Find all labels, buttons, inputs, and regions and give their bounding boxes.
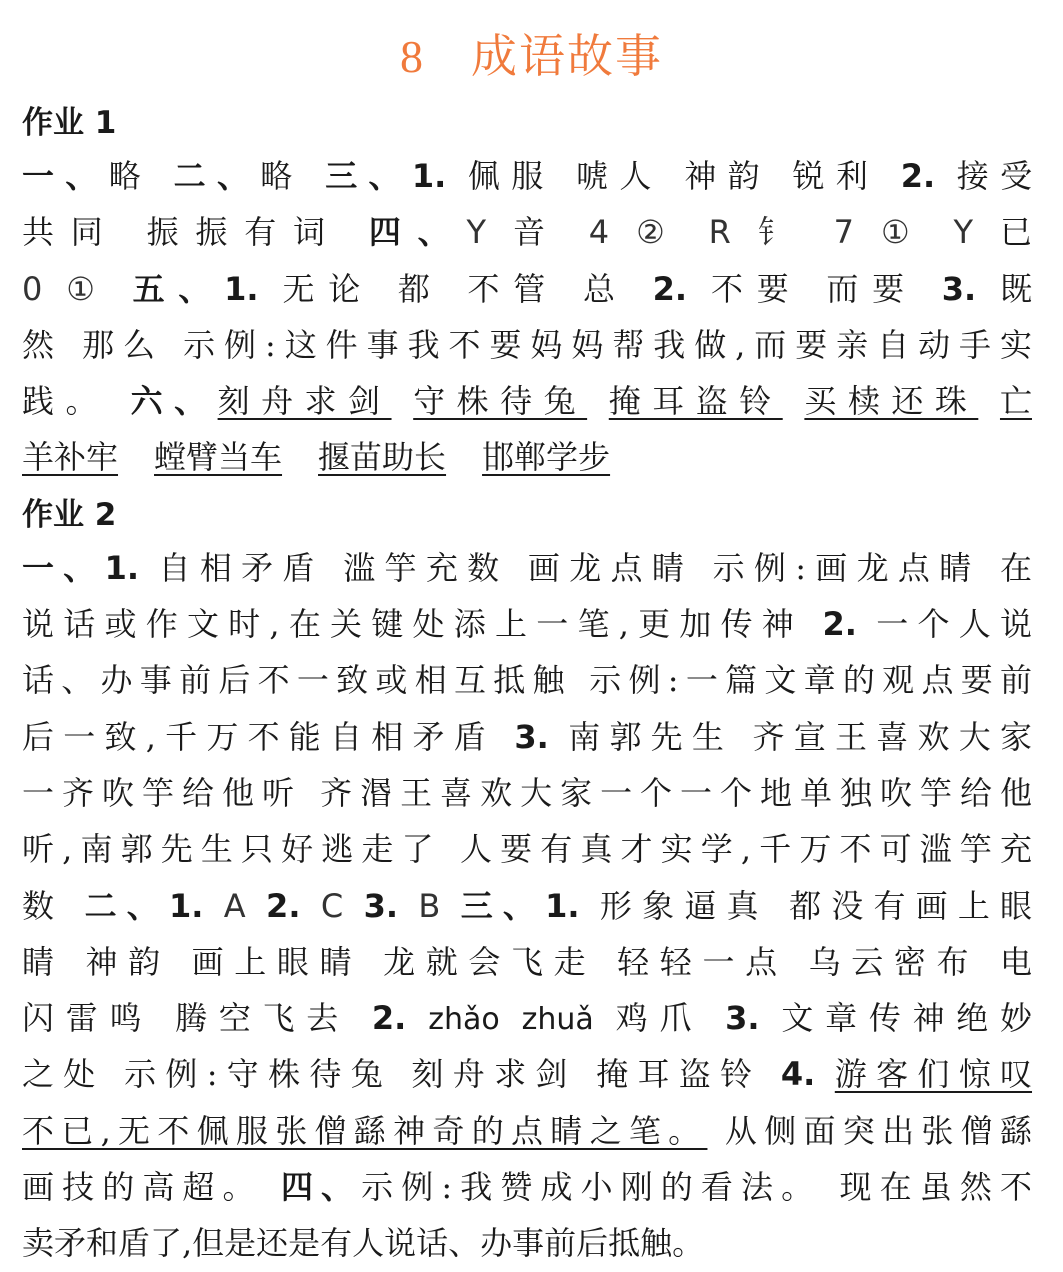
- hw2-line-5: 一齐吹竽给他听 齐湣王喜欢大家一个一个地单独吹竽给他: [22, 773, 1032, 812]
- hw2-line-11: 不已,无不佩服张僧繇神奇的点睛之笔。 从侧面突出张僧繇: [22, 1111, 1032, 1150]
- idiom-answer: 揠苗助长: [318, 438, 447, 477]
- hw2-line-2: 说话或作文时,在关键处添上一笔,更加传神 2. 一个人说: [22, 605, 1032, 644]
- homework-2-heading: 作业 2: [22, 496, 117, 533]
- idiom-answer: 邯郸学步: [482, 438, 611, 477]
- hw1-line-2: 共同 振振有词 四、Y 音 4 ② R 钅 7 ① Y 已: [22, 213, 1032, 252]
- hw1-line-1: 一、略 二、略 三、1. 佩服 唬人 神韵 锐利 2. 接受: [22, 157, 1033, 195]
- idiom-answer: 掩耳盗铃: [608, 382, 783, 421]
- idiom-answer: 买椟还珠: [804, 382, 979, 421]
- idiom-answer: 守株待兔: [413, 382, 588, 421]
- hw1-line-3: 0 ① 五、1. 无论 都 不管 总 2. 不要 而要 3. 既: [22, 269, 1033, 308]
- underlined-sentence: 不已,无不佩服张僧繇神奇的点睛之笔。: [22, 1111, 708, 1150]
- hw2-line-8: 睛 神韵 画上眼睛 龙就会飞走 轻轻一点 乌云密布 电: [22, 942, 1033, 981]
- homework-1-heading: 作业 1: [22, 105, 117, 141]
- hw1-line-4: 然 那么 示例:这件事我不要妈妈帮我做,而要亲自动手实: [22, 325, 1032, 364]
- hw1-line-5: 践。 六、刻舟求剑 守株待兔 掩耳盗铃 买椟还珠 亡: [22, 382, 1032, 421]
- hw1-line-6: [22, 429, 1032, 485]
- idiom-answer: 螳臂当车: [154, 438, 283, 477]
- idiom-answer: 亡: [999, 382, 1032, 421]
- chapter-number: 8: [400, 31, 425, 82]
- answer-content: [22, 98, 1032, 1272]
- hw2-line-3: 话、办事前后不一致或相互抵触 示例:一篇文章的观点要前: [22, 661, 1032, 700]
- hw2-line-12: 画技的高超。 四、示例:我赞成小刚的看法。 现在虽然不: [22, 1168, 1032, 1207]
- hw2-line-9: 闪雷鸣 腾空飞去 2. zhǎo zhuǎ 鸡爪 3. 文章传神绝妙: [22, 999, 1033, 1038]
- page-title: [0, 26, 1063, 87]
- hw2-line-13: 卖矛和盾了,但是还是有人说话、办事前后抵触。: [22, 1224, 705, 1263]
- hw2-line-6: 听,南郭先生只好逃走了 人要有真才实学,千万不可滥竽充: [22, 830, 1032, 869]
- hw2-line-1: 一、1. 自相矛盾 滥竽充数 画龙点睛 示例:画龙点睛 在: [22, 548, 1033, 587]
- chapter-title: 成语故事: [471, 29, 663, 83]
- hw2-line-7: 数 二、1. A 2. C 3. B 三、1. 形象逼真 都没有画上眼: [22, 886, 1033, 925]
- idiom-answer: 羊补牢: [22, 438, 119, 477]
- idiom-answer: 刻舟求剑: [217, 382, 392, 421]
- hw2-line-4: 后一致,千万不能自相矛盾 3. 南郭先生 齐宣王喜欢大家: [22, 717, 1032, 756]
- hw2-line-10: 之处 示例:守株待兔 刻舟求剑 掩耳盗铃 4. 游客们惊叹: [22, 1055, 1033, 1094]
- underlined-sentence: 游客们惊叹: [834, 1055, 1033, 1094]
